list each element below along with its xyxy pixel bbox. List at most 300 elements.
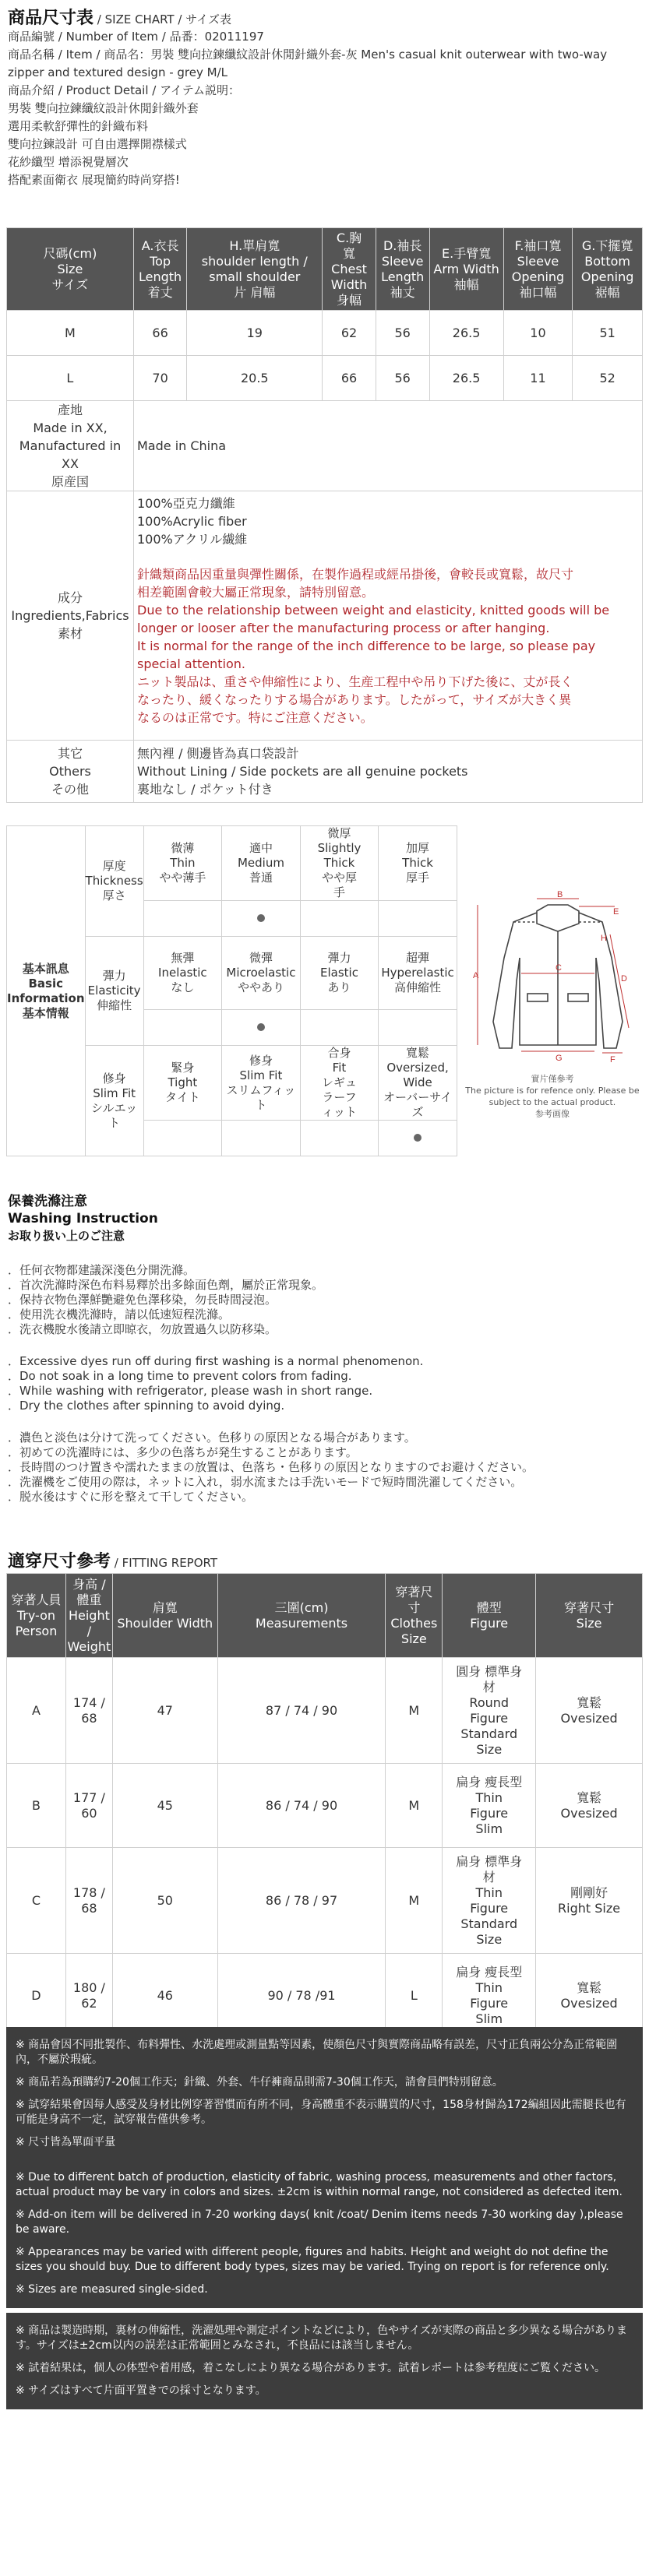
fitting-clothes-size: L bbox=[386, 1954, 443, 2038]
figure-line: 材 bbox=[482, 1869, 496, 1884]
figure-line: Slim bbox=[475, 1821, 503, 1836]
row-label-line: Elasticity bbox=[87, 984, 141, 998]
product-info-line: 男裝 雙向拉鍊纖紋設計休閒針織外套 bbox=[8, 101, 199, 115]
header-text: Figure bbox=[470, 1615, 509, 1631]
washing-zh-line: ．首次洗滌時深色布料易釋於出多餘面色劑，屬於正常現象。 bbox=[8, 1278, 324, 1292]
header-section bbox=[8, 5, 643, 189]
diagram-note-line: The picture is for refence only. Please be bbox=[465, 1086, 640, 1096]
notice-zh-box bbox=[6, 2027, 643, 2161]
basic-info-row bbox=[7, 826, 457, 901]
diagram-note-line: 實片僅參考 bbox=[531, 1074, 574, 1084]
size-chart-cell: 62 bbox=[323, 311, 376, 356]
header-text: 着丈 bbox=[147, 284, 173, 300]
size-chart-header-cell bbox=[573, 228, 643, 311]
notice-en-line: ※ Sizes are measured single-sided. bbox=[16, 2283, 208, 2296]
size-chart-cell: 66 bbox=[133, 311, 187, 356]
header-text: Measurements bbox=[255, 1615, 348, 1631]
option-line: 微厚 bbox=[327, 826, 351, 840]
basic-info-option bbox=[143, 826, 221, 901]
fitting-title-row bbox=[6, 1548, 643, 1573]
fitting-row bbox=[7, 1848, 643, 1954]
header-text: Size bbox=[400, 1631, 427, 1646]
fitting-height-weight bbox=[65, 1658, 112, 1764]
product-info-line: 花紗纖型 增添視覺層次 bbox=[8, 155, 129, 169]
row-label-line: Slim Fit bbox=[93, 1086, 136, 1100]
figure-line: Figure bbox=[470, 1710, 509, 1726]
fitting-clothes-size: M bbox=[386, 1848, 443, 1954]
option-line: あり bbox=[327, 980, 351, 994]
others-line: Without Lining / Side pockets are all genuine pockets bbox=[137, 764, 468, 779]
fit-line: Ovesized bbox=[560, 1805, 618, 1821]
basic-info-row-label bbox=[85, 826, 143, 937]
header-text: Shoulder Width bbox=[117, 1615, 213, 1631]
header-text: Length bbox=[138, 269, 182, 284]
figure-line: Standard bbox=[460, 1916, 518, 1931]
selected-dot-icon bbox=[257, 1023, 265, 1031]
jacket-diagram-icon bbox=[462, 888, 643, 1067]
material-note-line: なったり、緩くなったりする場合があります。したがって，サイズが大きく異 bbox=[137, 692, 572, 707]
fit-line: 寬鬆 bbox=[577, 1980, 602, 1995]
basic-info-indicator bbox=[300, 1010, 378, 1046]
diagram-letter-label: F bbox=[610, 1055, 615, 1065]
option-line: 彈力 bbox=[327, 951, 351, 965]
fitting-fit bbox=[536, 1764, 643, 1848]
header-text: Arm Width bbox=[433, 261, 499, 276]
header-text: 袖丈 bbox=[390, 284, 415, 300]
header-text: 片 肩幅 bbox=[234, 284, 276, 300]
option-line: Inelastic bbox=[158, 966, 207, 980]
option-line: Elastic bbox=[320, 966, 358, 980]
basic-info-indicator bbox=[379, 1010, 457, 1046]
basic-info-label-line: 基本情報 bbox=[22, 1005, 69, 1020]
basic-info-section bbox=[6, 825, 643, 1156]
product-info-line: 商品編號 / Number of Item / 品番：02011197 bbox=[8, 30, 264, 44]
info-table bbox=[6, 400, 643, 803]
size-chart-cell: 26.5 bbox=[429, 311, 503, 356]
others-line: 裏地なし / ポケット付き bbox=[137, 782, 273, 797]
option-line: ト bbox=[255, 1097, 267, 1112]
notice-jp-line: ※ 試着結果は，個人の体型や着用感，着こなしにより異なる場合があります。試着レポートは参考程度にご覧ください。 bbox=[16, 2362, 606, 2374]
product-info-line: 雙向拉鍊設計 可自由選擇開襟樣式 bbox=[8, 137, 187, 151]
others-label bbox=[7, 741, 134, 803]
fitting-measurements: 86 / 74 / 90 bbox=[217, 1764, 386, 1848]
header-text: E.手臂寬 bbox=[442, 245, 492, 261]
washing-title-jp: お取り扱い上のご注意 bbox=[8, 1229, 125, 1243]
product-info-line: 搭配素面衛衣 展現簡約時尚穿搭! bbox=[8, 173, 180, 187]
basic-info-option bbox=[379, 937, 457, 1010]
fitting-measurements: 87 / 74 / 90 bbox=[217, 1658, 386, 1764]
diagram-letter-label: B bbox=[557, 890, 563, 899]
basic-info-indicator bbox=[222, 901, 301, 937]
washing-title-zh: 保養洗滌注意 bbox=[8, 1194, 87, 1209]
header-text: 寸 bbox=[407, 1599, 421, 1615]
others-row bbox=[7, 741, 643, 803]
basic-info-indicator bbox=[379, 1121, 457, 1156]
option-line: Medium bbox=[237, 856, 284, 870]
option-line: ラーフ bbox=[322, 1090, 357, 1104]
figure-line: 扁身 標準身 bbox=[456, 1853, 523, 1869]
size-chart-header-cell bbox=[7, 228, 134, 311]
header-text: Opening bbox=[511, 269, 565, 284]
material-note-line: Due to the relationship between weight and elasticity, knitted goods will be bbox=[137, 603, 610, 618]
fit-line: 寬鬆 bbox=[577, 1694, 602, 1710]
option-line: ィット bbox=[321, 1105, 357, 1119]
washing-zh-lines bbox=[8, 1263, 643, 1337]
hw-line: 62 bbox=[81, 1995, 97, 2011]
figure-line: Figure bbox=[470, 1900, 509, 1916]
material-label-line: 成分 bbox=[57, 590, 83, 605]
washing-zh-line: ．使用洗衣機洗滌時，請以低速短程洗滌。 bbox=[8, 1307, 231, 1321]
fitting-fit bbox=[536, 1954, 643, 2038]
figure-line: 材 bbox=[482, 1679, 496, 1694]
figure-line: Figure bbox=[470, 1805, 509, 1821]
header-text: 體型 bbox=[476, 1599, 502, 1615]
size-chart-header-cell bbox=[503, 228, 573, 311]
option-line: Slightly bbox=[317, 841, 362, 855]
basic-info-indicator bbox=[143, 1121, 221, 1156]
origin-value: Made in China bbox=[134, 401, 643, 491]
option-line: Thin bbox=[170, 856, 196, 870]
others-line: 無內裡 / 側邊皆為真口袋設計 bbox=[137, 746, 299, 761]
info-section bbox=[6, 400, 643, 803]
basic-info-option bbox=[143, 1046, 221, 1121]
others-label-line: 其它 bbox=[57, 746, 83, 761]
product-info-line: 商品介紹 / Product Detail / アイテム説明： bbox=[8, 83, 240, 97]
header-text: Bottom bbox=[584, 253, 630, 269]
origin-row bbox=[7, 401, 643, 491]
header-text: 體重 bbox=[76, 1592, 102, 1607]
fit-line: 寬鬆 bbox=[577, 1789, 602, 1805]
figure-line: 扁身 瘦長型 bbox=[456, 1774, 523, 1789]
header-text: 穿著尺 bbox=[395, 1584, 433, 1599]
washing-en-line: ．Do not soak in a long time to prevent colors from fading. bbox=[8, 1369, 352, 1383]
fitting-header-cell bbox=[536, 1574, 643, 1658]
origin-label bbox=[7, 401, 134, 491]
figure-line: Round bbox=[469, 1694, 510, 1710]
basic-info-indicator bbox=[143, 1010, 221, 1046]
header-text: / bbox=[86, 1623, 92, 1638]
row-label-line: 伸縮性 bbox=[97, 998, 132, 1012]
size-chart-header-cell bbox=[133, 228, 187, 311]
material-line: 100%亞克力纖維 bbox=[137, 496, 235, 511]
basic-info-indicator bbox=[300, 1121, 378, 1156]
washing-en-line: ．Excessive dyes run off during first washing is a normal phenomenon. bbox=[8, 1354, 424, 1368]
basic-info-option bbox=[143, 937, 221, 1010]
notice-zh-line: ※ 尺寸皆為單面平量 bbox=[16, 2136, 116, 2148]
fitting-row bbox=[7, 1658, 643, 1764]
fitting-header-cell bbox=[443, 1574, 536, 1658]
fitting-fit bbox=[536, 1658, 643, 1764]
notice-jp-line: ※ サイズはすべて片面平置きでの採寸となります。 bbox=[16, 2384, 266, 2397]
size-chart-row bbox=[7, 311, 643, 356]
size-chart-cell: L bbox=[7, 356, 134, 401]
option-line: Hyperelastic bbox=[381, 966, 454, 980]
fit-line: Ovesized bbox=[560, 1995, 618, 2011]
fit-line: Ovesized bbox=[560, 1710, 618, 1726]
washing-jp-line: ．長時間のつけ置きや濡れたままの放置は、色落ち・色移りの原因となりますのでお避けください。 bbox=[8, 1460, 534, 1474]
fitting-title: 適穿尺寸參考 bbox=[8, 1552, 111, 1571]
material-label bbox=[7, 491, 134, 741]
others-value bbox=[134, 741, 643, 803]
header-title-row bbox=[8, 5, 643, 28]
washing-jp-lines bbox=[8, 1431, 643, 1504]
size-chart-cell: 20.5 bbox=[187, 356, 323, 401]
row-label-line: ト bbox=[108, 1115, 121, 1130]
option-line: 無彈 bbox=[171, 951, 195, 965]
header-text: Opening bbox=[580, 269, 634, 284]
option-line: 緊身 bbox=[171, 1061, 195, 1075]
washing-jp-line: ．脱水後はすぐに形を整えて干してください。 bbox=[8, 1490, 254, 1504]
size-chart-cell: 26.5 bbox=[429, 356, 503, 401]
fitting-shoulder: 50 bbox=[112, 1848, 217, 1954]
header-text: 袖幅 bbox=[453, 276, 479, 292]
others-label-line: Others bbox=[49, 764, 91, 779]
fitting-row bbox=[7, 1764, 643, 1848]
diagram-letter-label: G bbox=[556, 1054, 563, 1063]
washing-jp-line: ．濃色と淡色は分けて洗ってください。色移りの原因となる場合があります。 bbox=[8, 1431, 416, 1445]
fitting-section bbox=[6, 1548, 643, 2038]
fitting-person: D bbox=[7, 1954, 66, 2038]
fitting-header-cell bbox=[65, 1574, 112, 1658]
hw-line: 68 bbox=[81, 1710, 97, 1726]
fitting-clothes-size: M bbox=[386, 1764, 443, 1848]
product-info-line: zipper and textured design - grey M/L bbox=[8, 65, 228, 79]
fitting-row bbox=[7, 1954, 643, 2038]
option-line: ややあり bbox=[237, 980, 284, 994]
size-chart-cell: 70 bbox=[133, 356, 187, 401]
basic-info-indicator bbox=[222, 1010, 301, 1046]
header-text: small shoulder bbox=[209, 269, 301, 284]
origin-label-line: 原産国 bbox=[51, 474, 89, 489]
option-line: Fit bbox=[332, 1061, 347, 1075]
size-chart-header-cell bbox=[429, 228, 503, 311]
header-text: Weight bbox=[67, 1638, 111, 1654]
material-note-line: special attention. bbox=[137, 656, 245, 671]
header-text: C.胸 bbox=[336, 230, 362, 245]
basic-info-row-label bbox=[85, 1046, 143, 1156]
basic-info-indicator bbox=[222, 1121, 301, 1156]
size-chart-cell: 51 bbox=[573, 311, 643, 356]
option-line: Thick bbox=[323, 856, 355, 870]
size-chart-table bbox=[6, 227, 643, 401]
diagram-note bbox=[462, 1073, 643, 1120]
material-note-line: longer or looser after the manufacturing process or after hanging. bbox=[137, 621, 550, 635]
option-line: 微薄 bbox=[171, 841, 195, 855]
header-text: 肩寬 bbox=[152, 1599, 178, 1615]
washing-en-lines bbox=[8, 1354, 643, 1413]
material-line: 100%Acrylic fiber bbox=[137, 514, 247, 529]
basic-info-option bbox=[222, 937, 301, 1010]
option-line: Tight bbox=[168, 1075, 198, 1089]
figure-line: 扁身 瘦長型 bbox=[456, 1964, 523, 1980]
header-text: A.衣長 bbox=[141, 238, 179, 253]
notice-en-box bbox=[6, 2159, 643, 2308]
size-chart-cell: 19 bbox=[187, 311, 323, 356]
material-note-line: なるのは正常です。特にご注意ください。 bbox=[137, 710, 373, 725]
option-line: 修身 bbox=[249, 1053, 273, 1068]
fitting-figure bbox=[443, 1764, 536, 1848]
figure-line: Thin bbox=[475, 1884, 503, 1900]
fitting-header-cell bbox=[217, 1574, 386, 1658]
option-line: Slim Fit bbox=[239, 1068, 283, 1082]
hw-line: 180 / bbox=[72, 1980, 105, 1995]
washing-en-line: ．While washing with refrigerator, please wash in short range. bbox=[8, 1384, 373, 1398]
material-lines bbox=[137, 494, 639, 548]
header-text: D.袖長 bbox=[383, 238, 422, 253]
washing-section bbox=[8, 1193, 643, 1504]
row-label-line: Thickness bbox=[85, 874, 143, 888]
size-chart-row bbox=[7, 356, 643, 401]
fitting-shoulder: 45 bbox=[112, 1764, 217, 1848]
hw-line: 68 bbox=[81, 1900, 97, 1916]
fit-line: 剛剛好 bbox=[570, 1884, 608, 1900]
fitting-height-weight bbox=[65, 1848, 112, 1954]
basic-info-indicator bbox=[300, 901, 378, 937]
header-text: Top bbox=[150, 253, 171, 269]
diagram-letter-label: E bbox=[613, 907, 619, 917]
option-line: 寬鬆 bbox=[406, 1046, 430, 1060]
material-line: 100%アクリル繊維 bbox=[137, 532, 248, 547]
header-text: 尺碼(cm) bbox=[43, 245, 97, 261]
header-text: Size bbox=[57, 261, 83, 276]
fitting-figure bbox=[443, 1658, 536, 1764]
header-text: Sleeve bbox=[381, 253, 424, 269]
hw-line: 178 / bbox=[72, 1884, 105, 1900]
size-chart-header-cell bbox=[376, 228, 429, 311]
header-text: 穿著人員 bbox=[11, 1592, 62, 1607]
product-info-line: 商品名稱 / Item / 商品名：男裝 雙向拉鍊纖紋設計休閒針織外套-灰 Men's casual knit outerwear with two-way bbox=[8, 48, 608, 62]
basic-info-option bbox=[300, 826, 378, 901]
header-text: shoulder length / bbox=[201, 253, 308, 269]
option-line: 微彈 bbox=[249, 951, 273, 965]
header-text: 裾幅 bbox=[594, 284, 620, 300]
figure-line: Standard bbox=[460, 1726, 518, 1741]
fitting-height-weight bbox=[65, 1954, 112, 2038]
option-line: 合身 bbox=[327, 1046, 351, 1060]
hw-line: 60 bbox=[81, 1805, 97, 1821]
selected-dot-icon bbox=[257, 914, 265, 922]
notice-zh-line: ※ 商品會因不同批製作、布料彈性、水洗處理或測量點等因素，使顏色尺寸與實際商品略有誤差，尺寸正負兩公分為正常範圍內，不屬於瑕疵。 bbox=[16, 2039, 618, 2066]
material-note-line: 針織類商品因重量與彈性關係，在製作過程或經吊掛後，會較長或寬鬆，故尺寸 bbox=[137, 567, 574, 582]
washing-zh-line: ．洗衣機脫水後請立即晾衣，勿放置過久以防移染。 bbox=[8, 1322, 277, 1336]
header-text: Person bbox=[15, 1623, 58, 1638]
product-info-line: 選用柔軟舒彈性的針織布料 bbox=[8, 119, 149, 133]
material-note-line: ニット製品は、重さや伸縮性により、生産工程中や吊り下げた後に、丈が長く bbox=[137, 674, 573, 689]
header-text: 袖口幅 bbox=[519, 284, 557, 300]
header-text: H.單肩寬 bbox=[229, 238, 280, 253]
material-value bbox=[134, 491, 643, 741]
diagram-note-line: subject to the actual product. bbox=[489, 1097, 616, 1107]
figure-line: Thin bbox=[475, 1789, 503, 1805]
material-row bbox=[7, 491, 643, 741]
header-text: 身高 / bbox=[72, 1576, 106, 1592]
option-line: やや厚 bbox=[321, 871, 357, 885]
fitting-fit bbox=[536, 1848, 643, 1954]
option-line: 厚手 bbox=[406, 871, 430, 885]
fitting-figure bbox=[443, 1954, 536, 2038]
option-line: レギュ bbox=[321, 1075, 357, 1089]
notice-en-line: ※ Due to different batch of production, elasticity of fabric, washing process, measurements and other factors, actual product may be vary in colors and sizes. ±2cm is within normal range, not considered as defected item. bbox=[16, 2171, 623, 2198]
fitting-title-suffix: / FITTING REPORT bbox=[114, 1556, 218, 1570]
hw-line: 174 / bbox=[72, 1694, 105, 1710]
basic-info-label-line: 基本訊息 bbox=[22, 961, 69, 976]
fitting-header-cell bbox=[7, 1574, 66, 1658]
washing-title-en: Washing Instruction bbox=[8, 1211, 158, 1226]
basic-info-table bbox=[6, 825, 457, 1156]
header-text: 身幅 bbox=[337, 292, 362, 308]
option-line: 超彈 bbox=[406, 951, 430, 965]
notice-en-line: ※ Add-on item will be delivered in 7-20 working days( knit /coat/ Denim items needs 7-30 working day ),please be aware. bbox=[16, 2208, 623, 2236]
diagram-letter-label: C bbox=[556, 963, 562, 973]
header-text: Chest bbox=[331, 261, 367, 276]
size-chart-cell: 10 bbox=[503, 311, 573, 356]
origin-label-line: XX bbox=[62, 456, 79, 471]
figure-line: 圓身 標準身 bbox=[456, 1663, 523, 1679]
header-text: Width bbox=[330, 276, 368, 292]
diagram-letter-label: H bbox=[601, 934, 607, 943]
size-chart-cell: 11 bbox=[503, 356, 573, 401]
fitting-header-row bbox=[7, 1574, 643, 1658]
option-line: 加厚 bbox=[406, 841, 430, 855]
option-line: 適中 bbox=[249, 841, 273, 855]
row-label-line: 彈力 bbox=[102, 969, 126, 983]
header-text: 寬 bbox=[343, 245, 356, 261]
row-label-line: 厚度 bbox=[102, 859, 126, 873]
option-line: なし bbox=[171, 980, 195, 994]
fitting-person: C bbox=[7, 1848, 66, 1954]
material-label-line: 素材 bbox=[57, 626, 83, 641]
option-line: スリムフィッ bbox=[226, 1082, 296, 1097]
header-text: G.下擺寬 bbox=[581, 238, 633, 253]
size-chart-cell: 66 bbox=[323, 356, 376, 401]
size-chart-header-row bbox=[7, 228, 643, 311]
washing-jp-line: ．初めての洗濯時には、多少の色落ちが発生することがあります。 bbox=[8, 1445, 358, 1459]
header-text: 三圍(cm) bbox=[274, 1599, 329, 1615]
size-chart-section bbox=[6, 227, 643, 401]
material-label-line: Ingredients,Fabrics bbox=[11, 608, 129, 623]
material-notes bbox=[137, 565, 639, 727]
basic-info-option bbox=[300, 937, 378, 1010]
header-text: Sleeve bbox=[517, 253, 559, 269]
diagram-note-line: 参考画像 bbox=[535, 1109, 570, 1119]
figure-line: Thin bbox=[475, 1980, 503, 1995]
basic-info-label-line: Information bbox=[7, 991, 85, 1005]
header-text: Clothes bbox=[390, 1615, 438, 1631]
selected-dot-icon bbox=[414, 1134, 421, 1142]
figure-line: Size bbox=[476, 1741, 503, 1757]
fitting-shoulder: 46 bbox=[112, 1954, 217, 2038]
option-line: タイト bbox=[165, 1090, 200, 1104]
origin-label-line: 產地 bbox=[57, 403, 83, 417]
option-line: ズ bbox=[411, 1105, 424, 1119]
fitting-measurements: 86 / 78 / 97 bbox=[217, 1848, 386, 1954]
fit-line: Right Size bbox=[558, 1900, 621, 1916]
row-label-line: 修身 bbox=[102, 1071, 126, 1086]
basic-info-label-line: Basic bbox=[28, 976, 64, 991]
origin-label-line: Manufactured in bbox=[19, 438, 122, 453]
basic-info-row-label bbox=[85, 937, 143, 1046]
fitting-table bbox=[6, 1573, 643, 2038]
header-text: Height bbox=[68, 1607, 110, 1623]
washing-zh-line: ．任何衣物都建議深淺色分開洗滌。 bbox=[8, 1263, 196, 1277]
origin-label-line: Made in XX, bbox=[33, 421, 108, 435]
header-text: Size bbox=[576, 1615, 602, 1631]
diagram-letter-label: A bbox=[473, 971, 479, 980]
fitting-clothes-size: M bbox=[386, 1658, 443, 1764]
fitting-person: B bbox=[7, 1764, 66, 1848]
option-line: 手 bbox=[333, 885, 345, 899]
fitting-height-weight bbox=[65, 1764, 112, 1848]
